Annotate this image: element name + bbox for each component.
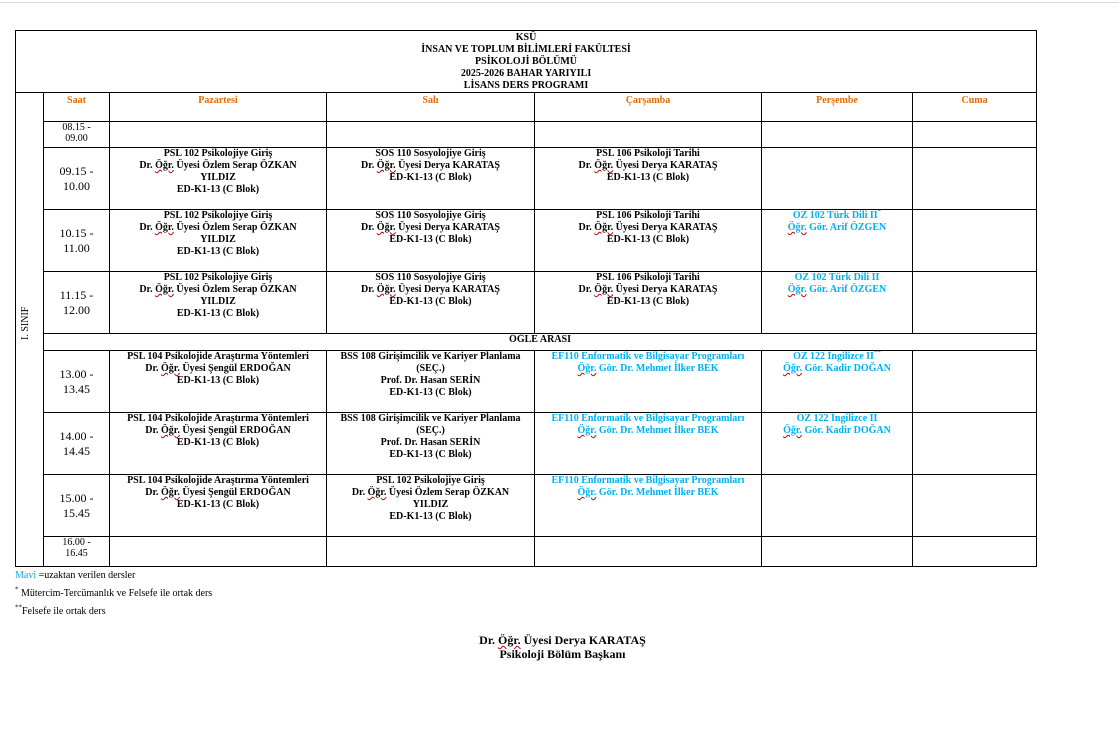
- time-slot-8: 16.00 - 16.45: [44, 537, 110, 567]
- slot-wed-5: [535, 351, 762, 413]
- course-room: ED-K1-13 (C Blok): [176, 499, 260, 510]
- slot-mon-2: [110, 148, 327, 210]
- slot-fri-6: [913, 413, 1037, 475]
- slot-mon-7: [110, 475, 327, 537]
- col-header-tuesday: Salı: [327, 93, 535, 122]
- course-name: PSL 106 Psikoloji Tarihi: [596, 148, 700, 159]
- course-name: PSL 104 Psikolojide Araştırma Yöntemleri: [127, 413, 309, 424]
- course-instructor: Öğr. Gör. Dr. Mehmet İlker BEK: [577, 425, 719, 436]
- slot-thu-1: [762, 122, 913, 148]
- slot-mon-1: [110, 122, 327, 148]
- course-instructor: Öğr. Gör. Kadir DOĞAN: [783, 363, 891, 374]
- course-instructor: Prof. Dr. Hasan SERİN: [380, 437, 481, 448]
- course-room: ED-K1-13 (C Blok): [389, 296, 472, 307]
- note-shared-2: **Felsefe ile ortak ders: [15, 603, 106, 617]
- program-name: LİSANS DERS PROGRAMI: [463, 80, 589, 91]
- slot-wed-8: [535, 537, 762, 567]
- schedule-title: [16, 31, 1037, 93]
- course-instructor: Dr. Öğr. Üyesi Şengül ERDOĞAN: [145, 363, 291, 374]
- time-slot-3: 10.15 - 11.00: [44, 210, 110, 272]
- col-header-thursday: Perşembe: [762, 93, 913, 122]
- course-name: PSL 102 Psikolojiye Giriş: [376, 475, 485, 486]
- slot-mon-3: [110, 210, 327, 272]
- course-name: SOS 110 Sosyolojiye Giriş: [375, 148, 486, 159]
- course-tag: (SEÇ.): [416, 363, 445, 374]
- course-name: PSL 106 Psikoloji Tarihi: [596, 210, 700, 221]
- course-name: EF110 Enformatik ve Bilgisayar Programları: [551, 413, 745, 424]
- course-instructor: Öğr. Gör. Dr. Mehmet İlker BEK: [577, 363, 719, 374]
- course-instructor: Dr. Öğr. Üyesi Derya KARATAŞ: [578, 284, 718, 295]
- slot-thu-8: [762, 537, 913, 567]
- course-name: EF110 Enformatik ve Bilgisayar Programları: [551, 351, 745, 362]
- slot-mon-4: [110, 272, 327, 334]
- course-room: ED-K1-13 (C Blok): [176, 184, 260, 195]
- slot-fri-3: [913, 210, 1037, 272]
- course-instructor: Dr. Öğr. Üyesi Şengül ERDOĞAN: [145, 487, 291, 498]
- course-room: ED-K1-13 (C Blok): [606, 234, 690, 245]
- course-name: SOS 110 Sosyolojiye Giriş: [375, 210, 486, 221]
- time-slot-1: 08.15 - 09.00: [44, 122, 110, 148]
- course-instructor: Dr. Öğr. Üyesi Şengül ERDOĞAN: [145, 425, 291, 436]
- slot-tue-3: [327, 210, 535, 272]
- class-label: I. SINIF: [20, 306, 31, 340]
- course-name: SOS 110 Sosyolojiye Giriş: [375, 272, 486, 283]
- course-instructor: Öğr. Gör. Arif ÖZGEN: [787, 222, 887, 233]
- slot-thu-4: [762, 272, 913, 334]
- signature-block: [0, 633, 1119, 661]
- slot-wed-4: [535, 272, 762, 334]
- slot-wed-2: [535, 148, 762, 210]
- schedule-table: [15, 30, 1037, 567]
- course-instructor-cont: YILDIZ: [200, 296, 236, 307]
- course-instructor: Prof. Dr. Hasan SERİN: [380, 375, 481, 386]
- slot-tue-8: [327, 537, 535, 567]
- slot-wed-7: [535, 475, 762, 537]
- col-header-monday: Pazartesi: [110, 93, 327, 122]
- course-instructor: Öğr. Gör. Dr. Mehmet İlker BEK: [577, 487, 719, 498]
- course-instructor: Dr. Öğr. Üyesi Özlem Serap ÖZKAN: [139, 284, 297, 295]
- course-name: OZ 102 Türk Dili II: [794, 272, 880, 283]
- course-instructor: Dr. Öğr. Üyesi Özlem Serap ÖZKAN: [139, 222, 297, 233]
- slot-tue-7: [327, 475, 535, 537]
- slot-fri-2: [913, 148, 1037, 210]
- slot-fri-8: [913, 537, 1037, 567]
- course-name: PSL 102 Psikolojiye Giriş: [163, 272, 273, 283]
- note-shared-1: * Mütercim-Tercümanlık ve Felsefe ile ortak ders: [15, 585, 213, 599]
- time-slot-2: 09.15 - 10.00: [44, 148, 110, 210]
- slot-fri-4: [913, 272, 1037, 334]
- course-instructor: Öğr. Gör. Arif ÖZGEN: [787, 284, 887, 295]
- slot-tue-6: [327, 413, 535, 475]
- course-name: PSL 106 Psikoloji Tarihi: [596, 272, 700, 283]
- course-name: EF110 Enformatik ve Bilgisayar Programları: [551, 475, 745, 486]
- legend-notes: [15, 569, 212, 623]
- course-instructor-cont: YILDIZ: [412, 499, 449, 510]
- slot-mon-8: [110, 537, 327, 567]
- slot-fri-7: [913, 475, 1037, 537]
- slot-thu-5: [762, 351, 913, 413]
- course-room: ED-K1-13 (C Blok): [389, 511, 472, 522]
- page-top-rule: [0, 2, 1119, 3]
- course-room: ED-K1-13 (C Blok): [389, 234, 472, 245]
- slot-fri-1: [913, 122, 1037, 148]
- lunch-break: ÖĞLE ARASI: [44, 334, 1037, 351]
- course-tag: (SEÇ.): [416, 425, 445, 436]
- slot-thu-3: [762, 210, 913, 272]
- course-instructor: Dr. Öğr. Üyesi Özlem Serap ÖZKAN: [139, 160, 297, 171]
- course-room: ED-K1-13 (C Blok): [606, 172, 690, 183]
- slot-thu-6: [762, 413, 913, 475]
- course-name: PSL 102 Psikolojiye Giriş: [163, 148, 273, 159]
- slot-tue-2: [327, 148, 535, 210]
- course-instructor: Dr. Öğr. Üyesi Derya KARATAŞ: [361, 160, 500, 171]
- course-instructor: Öğr. Gör. Kadir DOĞAN: [783, 425, 891, 436]
- signatory-name: Dr. Öğr. Üyesi Derya KARATAŞ: [479, 633, 646, 647]
- slot-thu-7: [762, 475, 913, 537]
- time-slot-4: 11.15 - 12.00: [44, 272, 110, 334]
- slot-fri-5: [913, 351, 1037, 413]
- course-room: ED-K1-13 (C Blok): [176, 246, 260, 257]
- course-room: ED-K1-13 (C Blok): [606, 296, 690, 307]
- course-name: BSS 108 Girişimcilik ve Kariyer Planlama: [340, 351, 521, 362]
- course-instructor: Dr. Öğr. Üyesi Derya KARATAŞ: [361, 284, 500, 295]
- term-name: 2025-2026 BAHAR YARIYILI: [460, 68, 592, 79]
- course-name: OZ 102 Türk Dili II*: [792, 209, 882, 221]
- col-header-time: Saat: [44, 93, 110, 122]
- course-name: BSS 108 Girişimcilik ve Kariyer Planlama: [340, 413, 521, 424]
- department-name: PSİKOLOJİ BÖLÜMÜ: [475, 56, 578, 67]
- signatory-role: Psikoloji Bölüm Başkanı: [499, 647, 626, 661]
- course-room: ED-K1-13 (C Blok): [176, 375, 260, 386]
- course-name: PSL 104 Psikolojide Araştırma Yöntemleri: [127, 351, 309, 362]
- slot-tue-1: [327, 122, 535, 148]
- class-label-cell: [16, 93, 44, 567]
- course-instructor: Dr. Öğr. Üyesi Derya KARATAŞ: [578, 222, 718, 233]
- faculty-name: İNSAN VE TOPLUM BİLİMLERİ FAKÜLTESİ: [421, 44, 631, 55]
- course-name: OZ 122 İngilizce II**: [793, 350, 881, 362]
- course-name: OZ 122 İngilizce II: [796, 413, 878, 424]
- time-slot-5: 13.00 - 13.45: [44, 351, 110, 413]
- col-header-wednesday: Çarşamba: [535, 93, 762, 122]
- slot-tue-5: [327, 351, 535, 413]
- slot-mon-5: [110, 351, 327, 413]
- course-instructor-cont: YILDIZ: [200, 234, 236, 245]
- course-instructor: Dr. Öğr. Üyesi Derya KARATAŞ: [361, 222, 500, 233]
- note-remote: Mavi =uzaktan verilen dersler: [15, 570, 136, 581]
- course-room: ED-K1-13 (C Blok): [389, 387, 472, 398]
- course-room: ED-K1-13 (C Blok): [389, 449, 472, 460]
- time-slot-7: 15.00 - 15.45: [44, 475, 110, 537]
- slot-tue-4: [327, 272, 535, 334]
- course-room: ED-K1-13 (C Blok): [389, 172, 472, 183]
- slot-wed-6: [535, 413, 762, 475]
- course-instructor-cont: YILDIZ: [200, 172, 236, 183]
- university-name: KSÜ: [515, 32, 537, 43]
- slot-thu-2: [762, 148, 913, 210]
- col-header-friday: Cuma: [913, 93, 1037, 122]
- course-name: PSL 102 Psikolojiye Giriş: [163, 210, 273, 221]
- course-name: PSL 104 Psikolojide Araştırma Yöntemleri: [127, 475, 309, 486]
- course-instructor: Dr. Öğr. Üyesi Derya KARATAŞ: [578, 160, 718, 171]
- course-room: ED-K1-13 (C Blok): [176, 308, 260, 319]
- course-room: ED-K1-13 (C Blok): [176, 437, 260, 448]
- slot-wed-1: [535, 122, 762, 148]
- time-slot-6: 14.00 - 14.45: [44, 413, 110, 475]
- slot-mon-6: [110, 413, 327, 475]
- slot-wed-3: [535, 210, 762, 272]
- course-instructor: Dr. Öğr. Üyesi Özlem Serap ÖZKAN: [351, 487, 510, 498]
